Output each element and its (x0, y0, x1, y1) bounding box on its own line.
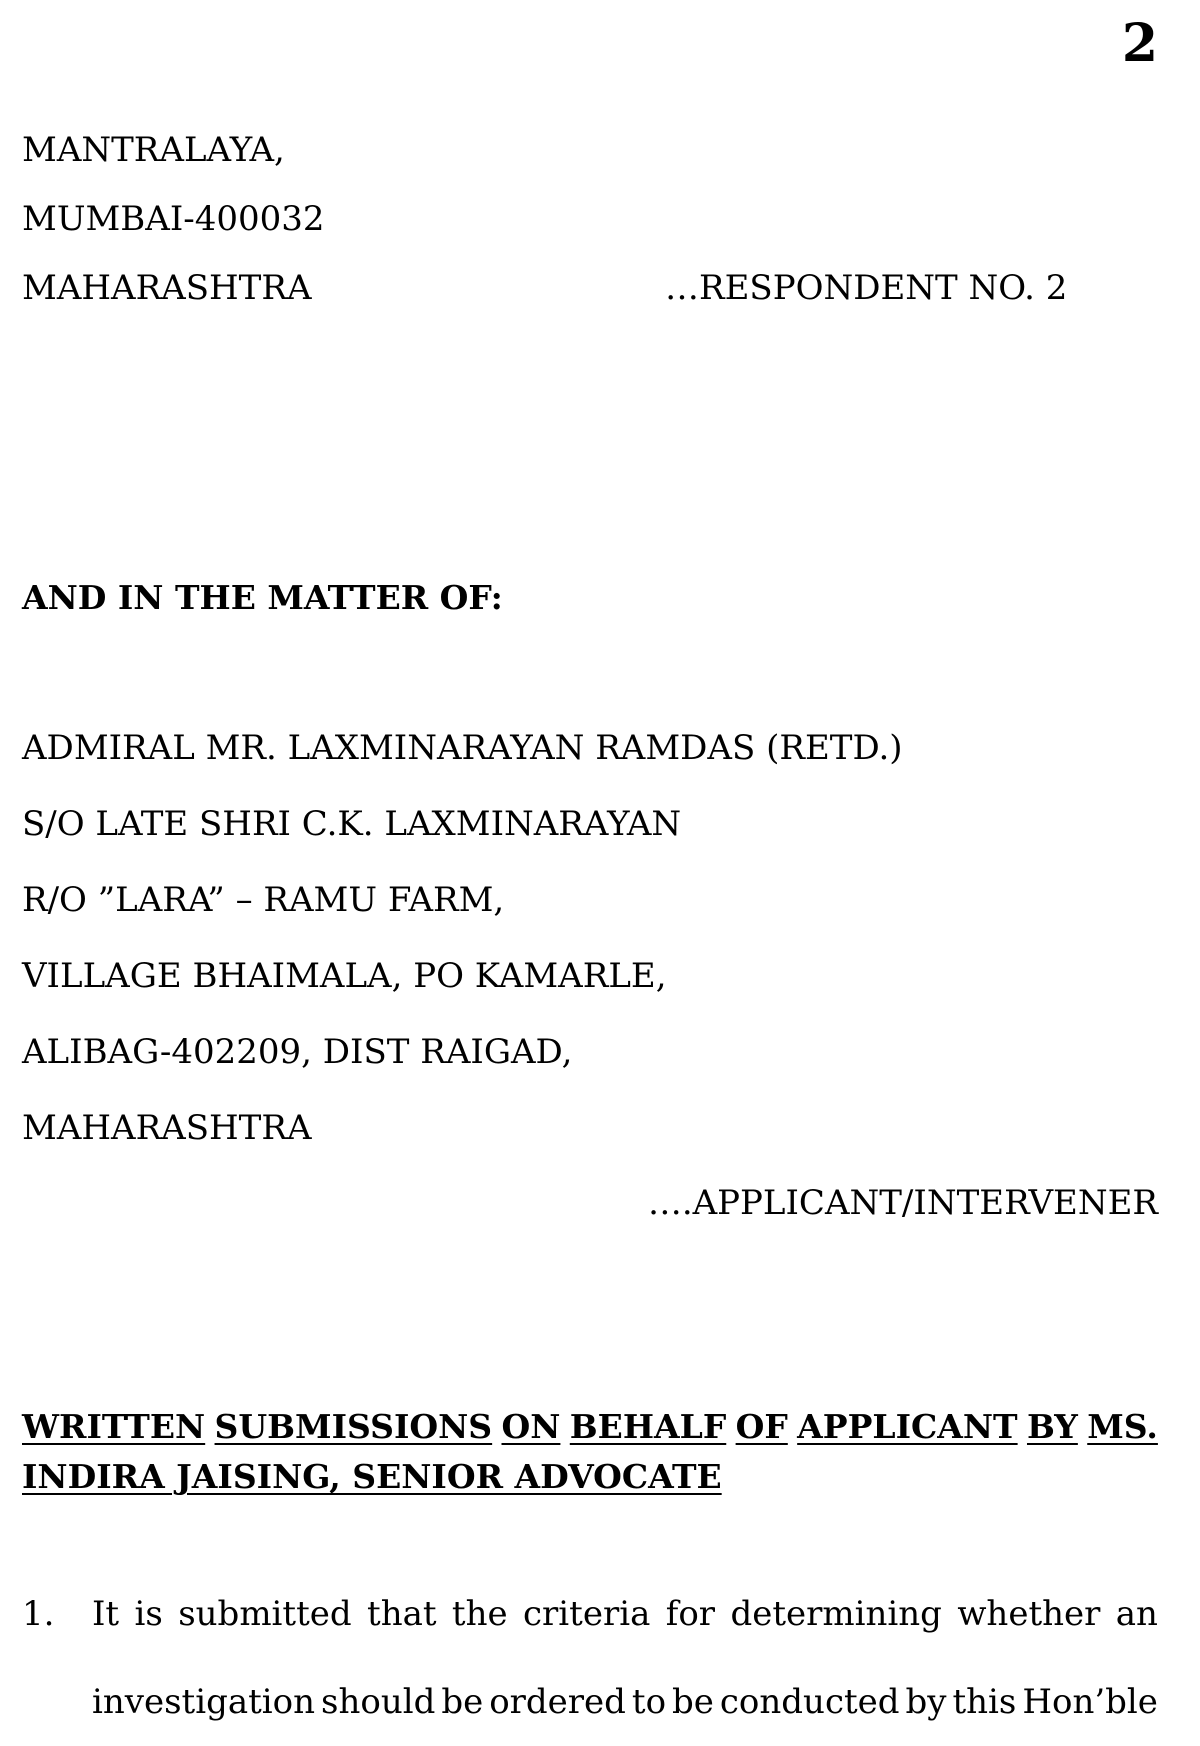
submission-title-word: OF (735, 1407, 788, 1446)
submission-title-line-1 (22, 1402, 1158, 1452)
paragraph-1-word: is (134, 1594, 163, 1634)
paragraph-1-line-2 (92, 1658, 1158, 1746)
applicant-address-line-6: MAHARASHTRA (22, 1108, 312, 1148)
paragraph-1-word: this (952, 1682, 1017, 1722)
respondent-address-line-3: MAHARASHTRA (22, 268, 312, 308)
submission-title-word: SUBMISSIONS (214, 1407, 493, 1446)
paragraph-1-word: that (367, 1594, 437, 1634)
paragraph-1-row-2 (22, 1658, 1158, 1746)
applicant-address-line-3: R/O ”LARA” – RAMU FARM, (22, 880, 505, 920)
applicant-address-line-5: ALIBAG-402209, DIST RAIGAD, (22, 1032, 573, 1072)
paragraph-1-word: determining (730, 1594, 942, 1634)
paragraph-1-word: the (451, 1594, 508, 1634)
submission-title-word: WRITTEN (22, 1407, 206, 1446)
submission-title-line-2: INDIRA JAISING, SENIOR ADVOCATE (22, 1457, 722, 1496)
submission-title-word: ON (501, 1407, 561, 1446)
paragraph-1-word: by (905, 1682, 947, 1722)
paragraph-1-word: It (92, 1594, 120, 1634)
respondent-role-label: …RESPONDENT NO. 2 (665, 268, 1068, 308)
submission-title (22, 1402, 1158, 1502)
paragraph-1-word: should (321, 1682, 436, 1722)
paragraph-1-line-1 (92, 1570, 1158, 1658)
paragraph-1-word: ordered (489, 1682, 626, 1722)
submission-title-word: MS. (1087, 1407, 1158, 1446)
respondent-address-line-1: MANTRALAYA, (22, 130, 285, 170)
paragraph-1-word: for (665, 1594, 716, 1634)
submission-title-word: APPLICANT (797, 1407, 1018, 1446)
applicant-address-line-4: VILLAGE BHAIMALA, PO KAMARLE, (22, 956, 667, 996)
applicant-role-label: ….APPLICANT/INTERVENER (647, 1183, 1158, 1223)
paragraph-1-word: Hon’ble (1022, 1682, 1158, 1722)
paragraph-1-word: be (441, 1682, 484, 1722)
paragraph-1-word: criteria (523, 1594, 651, 1634)
applicant-address-line-2: S/O LATE SHRI C.K. LAXMINARAYAN (22, 804, 682, 844)
paragraph-1-word: be (672, 1682, 714, 1722)
paragraph-1-row-1 (22, 1570, 1158, 1658)
paragraph-1-word: submitted (178, 1594, 352, 1634)
paragraph-1-word: an (1115, 1594, 1158, 1634)
page-number: 2 (1121, 13, 1158, 74)
submission-title-word: BY (1026, 1407, 1078, 1446)
paragraph-number: 1. (22, 1594, 55, 1634)
applicant-address-line-1: ADMIRAL MR. LAXMINARAYAN RAMDAS (RETD.) (22, 728, 903, 768)
paragraph-1-word: whether (957, 1594, 1101, 1634)
paragraph-1-word: investigation (92, 1682, 316, 1722)
paragraph-1-word: to (631, 1682, 667, 1722)
submission-title-word: BEHALF (569, 1407, 727, 1446)
respondent-address-line-2: MUMBAI-400032 (22, 199, 325, 239)
matter-heading: AND IN THE MATTER OF: (22, 578, 503, 617)
paragraph-1-word: conducted (719, 1682, 900, 1722)
paragraph-1 (22, 1570, 1158, 1746)
